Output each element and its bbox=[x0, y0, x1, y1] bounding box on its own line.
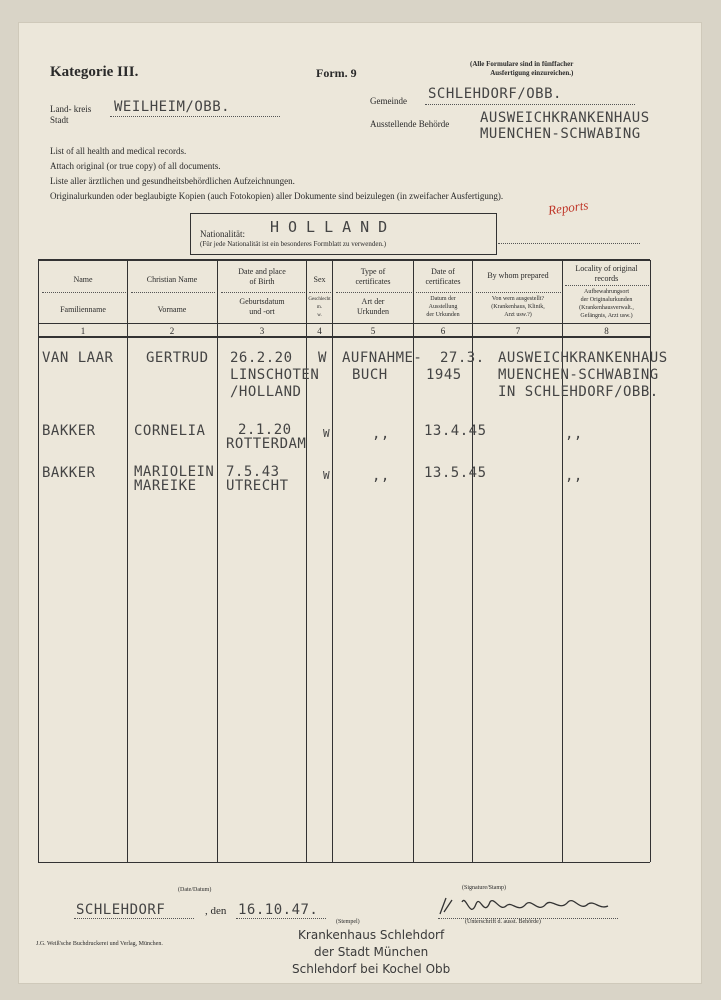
nationality-note: (Für jede Nationalität ist ein besonderes Formblatt zu verwenden.) bbox=[200, 240, 387, 248]
row3-type: ,, bbox=[372, 468, 390, 484]
colnum-divider bbox=[38, 336, 650, 338]
row1-sex: W bbox=[318, 350, 327, 366]
row2-family-name: BAKKER bbox=[42, 423, 96, 439]
date-line bbox=[236, 918, 326, 919]
footer-date: 16.10.47. bbox=[238, 902, 319, 918]
col7-header-en: By whom prepared bbox=[487, 271, 549, 280]
col7-header-de: Von wem ausgestellt? (Krankenhaus, Klinik, Arzt usw.?) bbox=[491, 296, 545, 318]
row2-date: 13.4.45 bbox=[424, 423, 487, 439]
date-caption: (Date/Datum) bbox=[178, 887, 212, 893]
behoerde-value: AUSWEICHKRANKENHAUS MUENCHEN-SCHWABING bbox=[480, 110, 650, 142]
red-annotation: Reports bbox=[547, 197, 590, 218]
table-bottom-border bbox=[38, 862, 650, 863]
nationality-line bbox=[498, 243, 640, 244]
colnum-2: 2 bbox=[169, 326, 175, 336]
col8-header-en: Locality of original records bbox=[575, 264, 638, 283]
row1-birth: 26.2.20 LINSCHOTEN /HOLLAND bbox=[230, 350, 320, 400]
row3-first-name: MARIOLEIN MAREIKE bbox=[134, 464, 215, 494]
col-line-4 bbox=[332, 260, 333, 862]
nationality-value: HOLLAND bbox=[270, 218, 397, 236]
colnum-3: 3 bbox=[259, 326, 265, 336]
col8-header-de: Aufbewahrungsort der Originalurkunden (Krankenhausverwalt., Gefängnis, Arzt usw.) bbox=[579, 289, 634, 319]
landkreis-value: WEILHEIM/OBB. bbox=[114, 99, 231, 115]
nationality-label: Nationalität: bbox=[200, 229, 245, 239]
footer-den: , den bbox=[205, 905, 227, 917]
row1-first-name: GERTRUD bbox=[146, 350, 209, 366]
hdr-dash-3 bbox=[221, 292, 305, 293]
hdr-dash-5 bbox=[336, 292, 412, 293]
copies-note: (Alle Formulare sind in fünffacher Ausfertigung einzureichen.) bbox=[470, 60, 574, 77]
colnum-1: 1 bbox=[80, 326, 86, 336]
col1-header-en: Name bbox=[73, 275, 93, 284]
stamp-caption: (Stempel) bbox=[336, 919, 360, 925]
signature-subcaption: (Unterschrift d. ausst. Behörde) bbox=[465, 919, 541, 925]
col6-header-en: Date of certificates bbox=[425, 267, 461, 286]
col2-header-en: Christian Name bbox=[146, 275, 198, 284]
landkreis-label: Land- kreis Stadt bbox=[50, 104, 92, 125]
hdr-dash-8 bbox=[565, 285, 649, 286]
colnum-6: 6 bbox=[440, 326, 446, 336]
row1-locality: AUSWEICHKRANKENHAUS MUENCHEN-SCHWABING IN SCHLEHDORF/OBB. bbox=[498, 350, 668, 400]
row2-locality: ,, bbox=[565, 426, 583, 442]
colnum-4: 4 bbox=[317, 326, 322, 336]
col4-header-de: Geschlecht m. w. bbox=[308, 297, 331, 318]
col5-header-de: Art der Urkunden bbox=[357, 297, 389, 316]
col6-header-de: Datum der Ausstellung der Urkunden bbox=[426, 296, 460, 318]
hdr-dash-4 bbox=[309, 292, 331, 293]
row3-date: 13.5.45 bbox=[424, 465, 487, 481]
form-number: Form. 9 bbox=[316, 66, 357, 80]
row3-sex: W bbox=[323, 469, 330, 482]
colnum-7: 7 bbox=[515, 326, 521, 336]
row1-type: AUFNAHME- BUCH bbox=[342, 350, 423, 383]
hdr-dash-1 bbox=[42, 292, 126, 293]
row1-family-name: VAN LAAR bbox=[42, 350, 114, 366]
instructions: List of all health and medical records. Attach original (or true copy) of all documents. Liste aller ärztlichen und gesundheitsbehördlichen Aufzeichnungen. Originalurkunden oder beglaubigte Kopien (auch Fotokopien) aller Dokumente sind beizulegen (in zweifacher Ausfertigung). bbox=[50, 146, 504, 201]
col-line-1 bbox=[127, 260, 128, 862]
gemeinde-value: SCHLEHDORF/OBB. bbox=[428, 86, 562, 102]
place-line bbox=[74, 918, 194, 919]
row2-birth: 2.1.20 ROTTERDAM bbox=[226, 422, 307, 452]
col4-header-en: Sex bbox=[313, 275, 326, 284]
col3-header-de: Geburtsdatum und -ort bbox=[239, 297, 285, 316]
row3-family-name: BAKKER bbox=[42, 465, 96, 481]
row2-first-name: CORNELIA bbox=[134, 423, 206, 439]
col-line-2 bbox=[217, 260, 218, 862]
hospital-stamp: Krankenhaus Schlehdorf der Stadt München Schlehdorf bei Kochel Obb bbox=[292, 928, 451, 976]
printer-imprint: J.G. Weiß'sche Buchdruckerei und Verlag, München. bbox=[36, 941, 163, 947]
col2-header-de: Vorname bbox=[157, 305, 187, 314]
col-line-0 bbox=[38, 260, 39, 862]
signature-caption: (Signature/Stamp) bbox=[462, 885, 506, 891]
footer-place: SCHLEHDORF bbox=[76, 902, 166, 918]
row2-type: ,, bbox=[372, 426, 390, 442]
col3-header-en: Date and place of Birth bbox=[238, 267, 286, 286]
col1-header-de: Familienname bbox=[60, 305, 106, 314]
row3-birth: 7.5.43 UTRECHT bbox=[226, 464, 289, 494]
row1-date: 27.3. 1945 bbox=[426, 350, 485, 383]
gemeinde-line bbox=[425, 104, 635, 105]
behoerde-label: Ausstellende Behörde bbox=[370, 119, 450, 129]
col5-header-en: Type of certificates bbox=[355, 267, 391, 286]
row3-locality: ,, bbox=[565, 468, 583, 484]
colnum-8: 8 bbox=[604, 326, 609, 336]
form-category: Kategorie III. bbox=[50, 64, 139, 80]
colnum-5: 5 bbox=[370, 326, 376, 336]
hdr-dash-2 bbox=[131, 292, 215, 293]
row2-sex: W bbox=[323, 427, 330, 440]
hdr-dash-7 bbox=[476, 292, 561, 293]
gemeinde-label: Gemeinde bbox=[370, 96, 407, 106]
header-divider bbox=[38, 323, 650, 324]
landkreis-line bbox=[110, 116, 280, 117]
table-top-border bbox=[38, 259, 650, 261]
hdr-dash-6 bbox=[416, 292, 471, 293]
